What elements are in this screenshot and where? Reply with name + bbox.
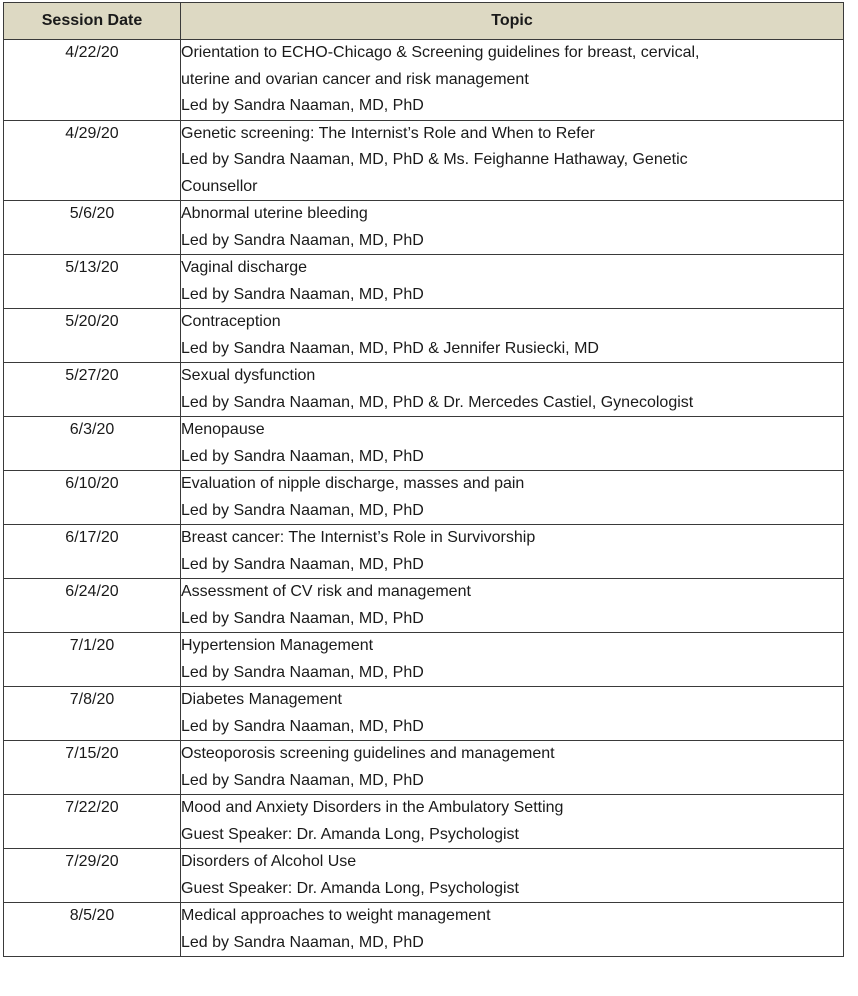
topic-detail: Led by Sandra Naaman, MD, PhD (181, 97, 424, 114)
table-row (4, 40, 844, 121)
topic-detail: Led by Sandra Naaman, MD, PhD (181, 771, 424, 789)
session-date-cell: 8/5/20 (4, 903, 181, 957)
topic-detail: Led by Sandra Naaman, MD, PhD & Jennifer Rusiecki, MD (181, 339, 599, 357)
topic-cell (181, 687, 844, 741)
table-row (4, 201, 844, 255)
topic-title: Genetic screening: The Internist’s Role and When to Refer (181, 124, 595, 142)
topic-detail: Led by Sandra Naaman, MD, PhD (181, 501, 424, 519)
table-row (4, 525, 844, 579)
topic-cell (181, 903, 844, 957)
session-date-cell: 4/29/20 (4, 120, 181, 201)
topic-detail: Led by Sandra Naaman, MD, PhD & Dr. Mercedes Castiel, Gynecologist (181, 393, 694, 411)
table-row (4, 903, 844, 957)
topic-detail: Led by Sandra Naaman, MD, PhD (181, 285, 424, 303)
topic-cell (181, 795, 844, 849)
topic-detail: Guest Speaker: Dr. Amanda Long, Psychologist (181, 825, 519, 843)
topic-detail: Guest Speaker: Dr. Amanda Long, Psychologist (181, 879, 519, 897)
table-row (4, 633, 844, 687)
table-row (4, 309, 844, 363)
table-body (4, 40, 844, 957)
session-date-cell: 6/24/20 (4, 579, 181, 633)
topic-title: Assessment of CV risk and management (181, 583, 471, 600)
topic-cell (181, 417, 844, 471)
topic-title: Hypertension Management (181, 637, 374, 654)
topic-detail: Led by Sandra Naaman, MD, PhD (181, 447, 424, 465)
session-date-cell: 5/27/20 (4, 363, 181, 417)
topic-title: Diabetes Management (181, 691, 342, 708)
topic-cell (181, 309, 844, 363)
topic-cell (181, 471, 844, 525)
topic-title: Breast cancer: The Internist’s Role in Survivorship (181, 529, 536, 546)
topic-title: Medical approaches to weight management (181, 907, 491, 924)
topic-detail: Counsellor (181, 177, 258, 195)
topic-cell (181, 201, 844, 255)
topic-cell (181, 741, 844, 795)
topic-cell (181, 525, 844, 579)
table-row (4, 579, 844, 633)
schedule-table (3, 2, 844, 957)
table-row (4, 471, 844, 525)
topic-title: Disorders of Alcohol Use (181, 853, 357, 870)
session-schedule (3, 2, 843, 957)
table-row (4, 417, 844, 471)
topic-header: Topic (181, 3, 844, 40)
table-row (4, 363, 844, 417)
session-date-cell: 7/1/20 (4, 633, 181, 687)
topic-cell (181, 120, 844, 201)
session-date-header: Session Date (4, 3, 181, 40)
topic-title: Osteoporosis screening guidelines and management (181, 745, 555, 762)
topic-cell (181, 633, 844, 687)
topic-cell (181, 579, 844, 633)
table-header (4, 3, 844, 40)
topic-detail: uterine and ovarian cancer and risk management (181, 70, 529, 88)
topic-cell (181, 363, 844, 417)
topic-detail: Led by Sandra Naaman, MD, PhD (181, 231, 424, 249)
topic-title: Sexual dysfunction (181, 367, 316, 384)
session-date-cell: 4/22/20 (4, 40, 181, 121)
session-date-cell: 7/22/20 (4, 795, 181, 849)
topic-detail: Led by Sandra Naaman, MD, PhD (181, 609, 424, 627)
topic-detail: Led by Sandra Naaman, MD, PhD & Ms. Feighanne Hathaway, Genetic (181, 151, 688, 168)
topic-detail: Led by Sandra Naaman, MD, PhD (181, 717, 424, 735)
table-row (4, 255, 844, 309)
session-date-cell: 5/20/20 (4, 309, 181, 363)
topic-title: Abnormal uterine bleeding (181, 205, 368, 222)
table-row (4, 120, 844, 201)
topic-title: Evaluation of nipple discharge, masses and pain (181, 475, 525, 492)
session-date-cell: 7/15/20 (4, 741, 181, 795)
topic-title: Contraception (181, 313, 281, 330)
table-row (4, 849, 844, 903)
topic-detail: Led by Sandra Naaman, MD, PhD (181, 663, 424, 681)
topic-cell (181, 255, 844, 309)
header-row (4, 3, 844, 40)
topic-title: Vaginal discharge (181, 259, 308, 276)
session-date-cell: 5/6/20 (4, 201, 181, 255)
session-date-cell: 6/10/20 (4, 471, 181, 525)
session-date-cell: 6/17/20 (4, 525, 181, 579)
topic-cell (181, 849, 844, 903)
table-row (4, 687, 844, 741)
session-date-cell: 6/3/20 (4, 417, 181, 471)
topic-title: Mood and Anxiety Disorders in the Ambulatory Setting (181, 799, 564, 816)
topic-cell (181, 40, 844, 121)
topic-title: Orientation to ECHO-Chicago & Screening guidelines for breast, cervical, (181, 44, 700, 61)
topic-title: Menopause (181, 421, 265, 438)
table-row (4, 795, 844, 849)
topic-detail: Led by Sandra Naaman, MD, PhD (181, 555, 424, 573)
session-date-cell: 7/29/20 (4, 849, 181, 903)
table-row (4, 741, 844, 795)
session-date-cell: 7/8/20 (4, 687, 181, 741)
topic-detail: Led by Sandra Naaman, MD, PhD (181, 933, 424, 951)
session-date-cell: 5/13/20 (4, 255, 181, 309)
